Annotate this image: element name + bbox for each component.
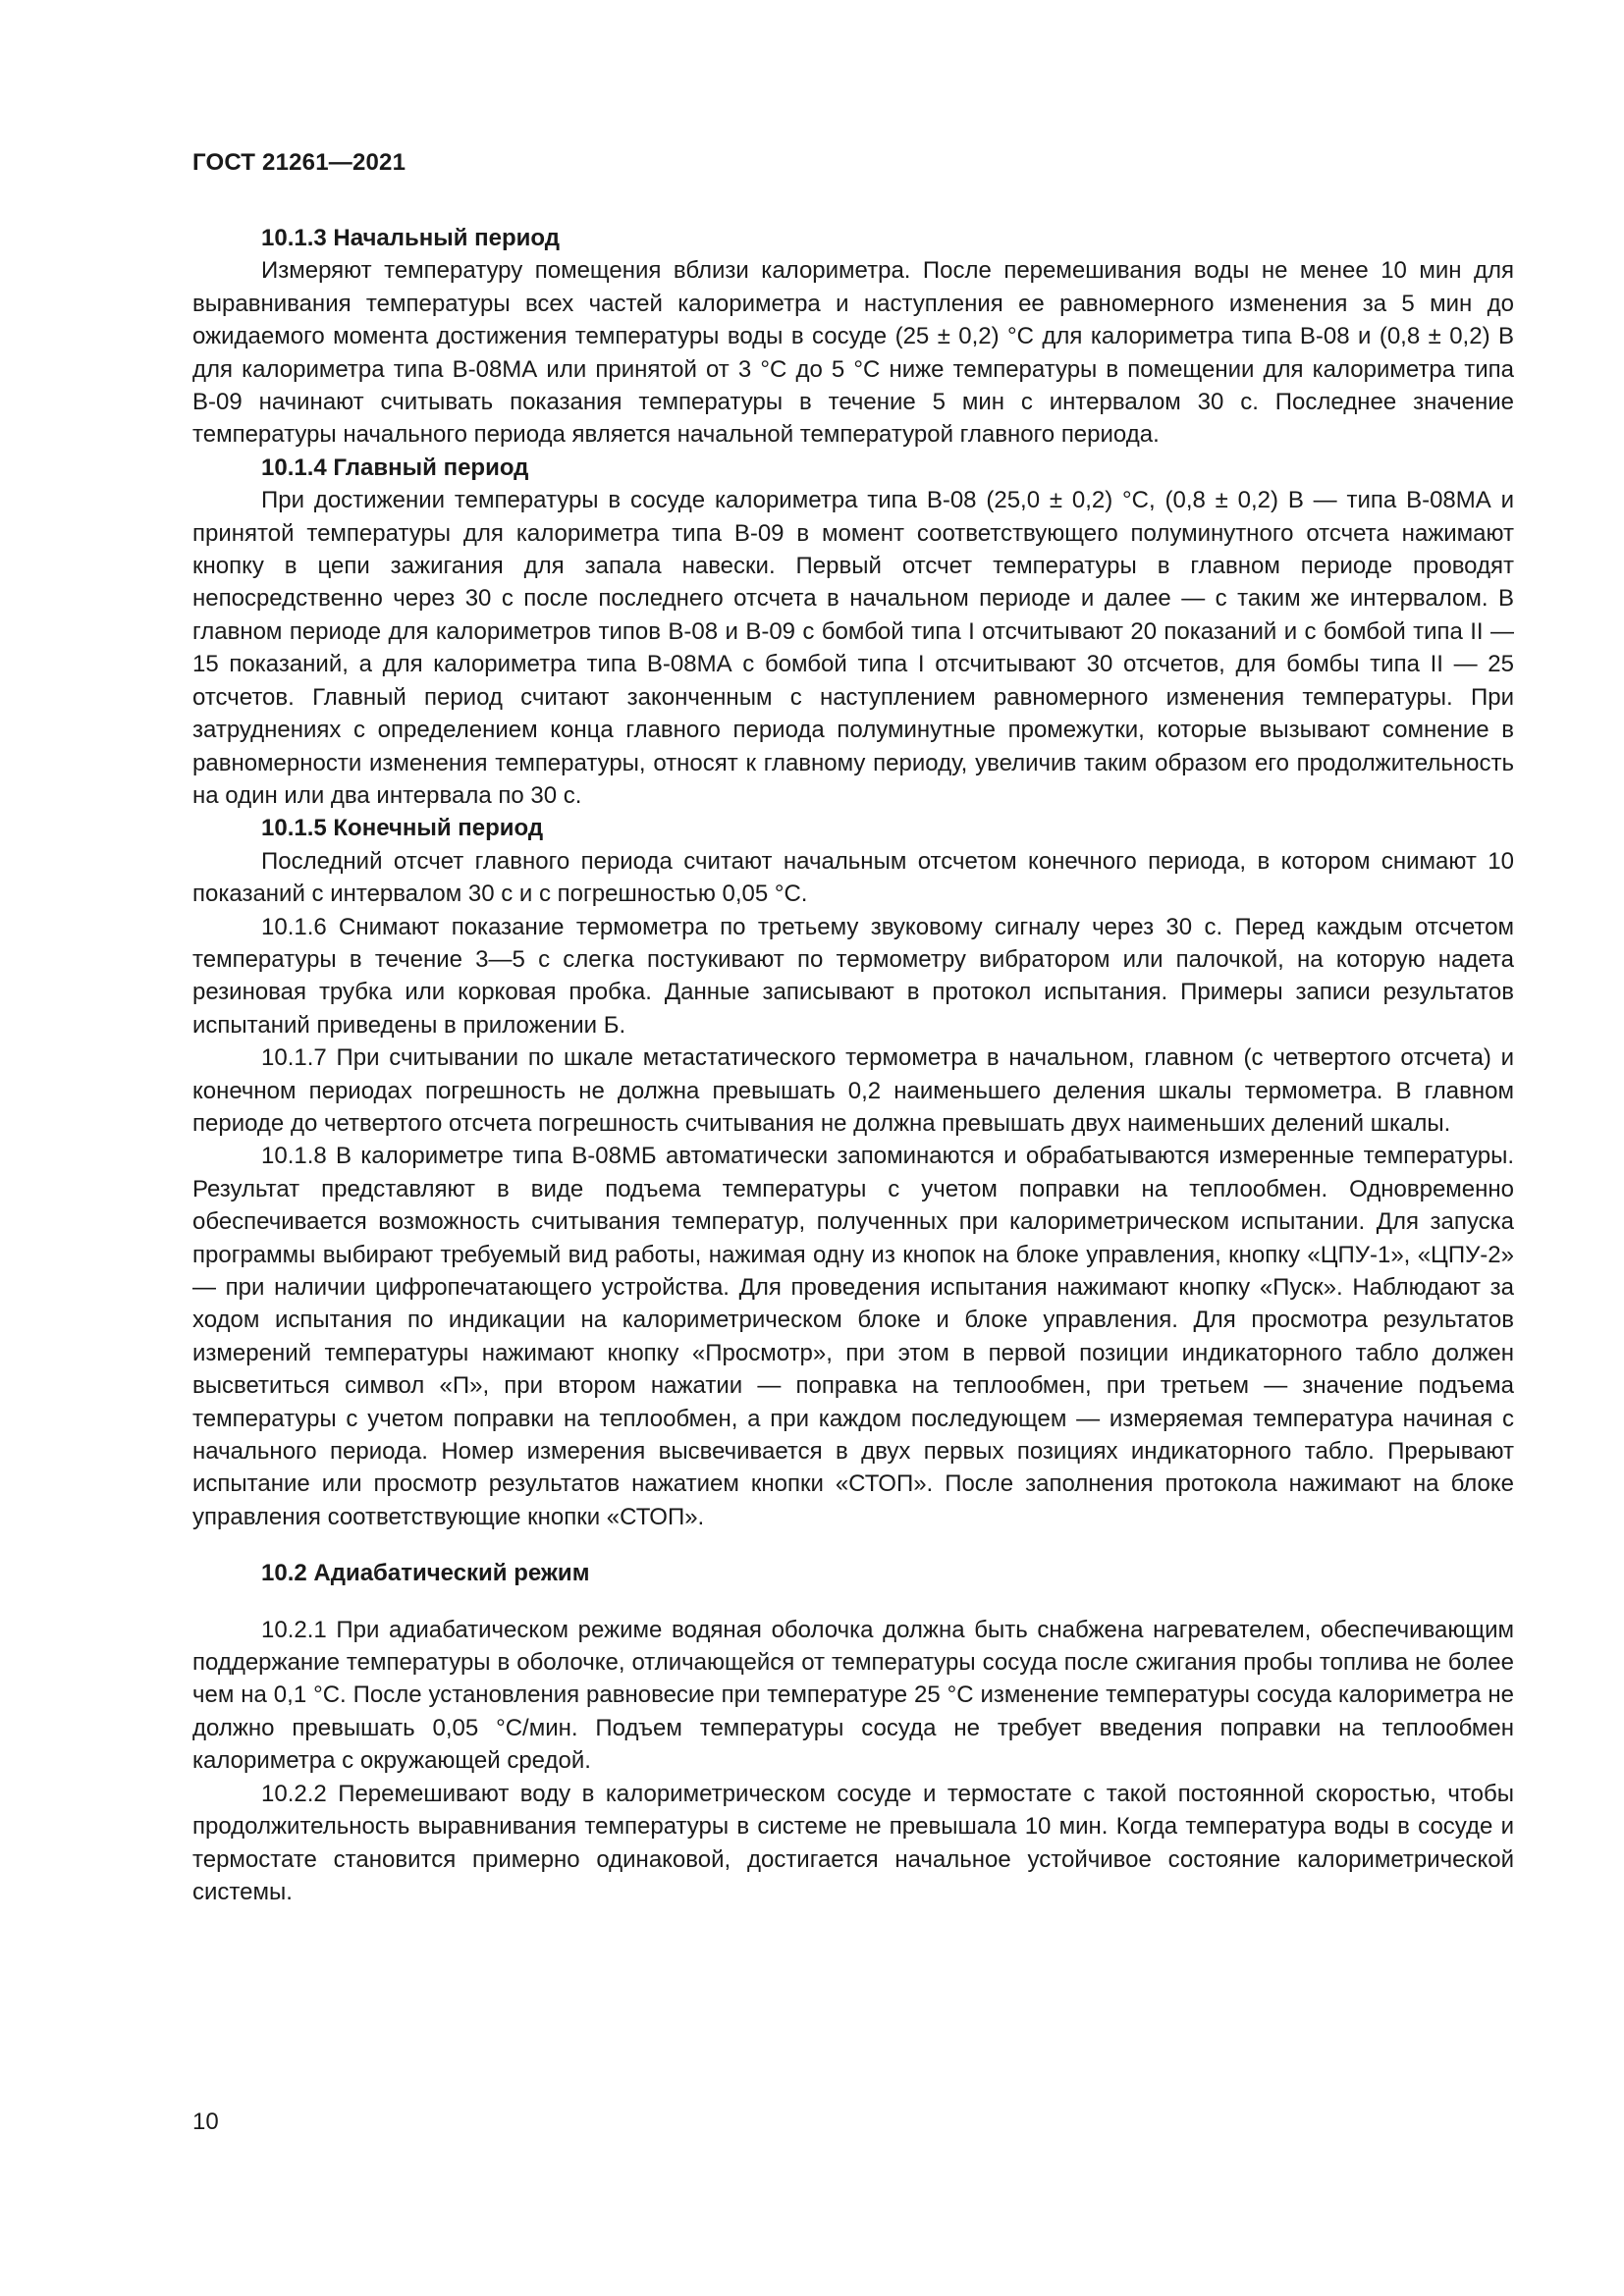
page-number: 10	[192, 2109, 219, 2135]
paragraph-10-2-1: 10.2.1 При адиабатическом режиме водяная оболочка должна быть снабжена нагревателем, обеспечивающим поддержание температуры в оболочке, отличающейся от температуры сосуда после сжигания пробы топлива не более чем на 0,1 °С. После установления равновесие при температуре 25 °С изменение температуры сосуда калориметра не должно превышать 0,05 °С/мин. Подъем температуры сосуда не требует введения поправки на теплообмен калориметра с окружающей средой.	[192, 1616, 1514, 1775]
heading-10-2: 10.2 Адиабатический режим	[261, 1560, 590, 1587]
paragraph-10-1-5: Последний отсчет главного периода считают начальным отсчетом конечного периода, в котором снимают 10 показаний с интервалом 30 с и с погрешностью 0,05 °С.	[192, 847, 1514, 908]
heading-10-1-5: 10.1.5 Конечный период	[261, 815, 544, 842]
paragraph-10-1-4: При достижении температуры в сосуде калориметра типа В-08 (25,0 ± 0,2) °С, (0,8 ± 0,2) В — типа В-08МА и принятой температуры для калориметра типа В-09 в момент соответствующего полуминутного отсчета нажимают кнопку в цепи зажигания для запала навески. Первый отсчет температуры в главном периоде проводят непосредственно через 30 с после последнего отсчета в начальном периоде и далее — с таким же интервалом. В главном периоде для калориметров типов В-08 и В-09 с бомбой типа I отсчитывают 20 показаний и с бомбой типа II — 15 показаний, а для калориметра типа В-08МА с бомбой типа I отсчитывают 30 отсчетов, для бомбы типа II — 25 отсчетов. Главный период считают законченным с наступлением равномерного изменения температуры. При затруднениях с определением конца главного периода полуминутные промежутки, которые вызывают сомнение в равномерности изменения температуры, относят к главному периоду, увеличив таким образом его продолжительность на один или два интервала по 30 с.	[192, 487, 1514, 809]
paragraph-10-1-3: Измеряют температуру помещения вблизи калориметра. После перемешивания воды не менее 10 мин для выравнивания температуры всех частей калориметра и наступления ее равномерного изменения за 5 мин до ожидаемого момента достижения температуры воды в сосуде (25 ± 0,2) °С для калориметра типа В-08 и (0,8 ± 0,2) В для калориметра типа В-08МА или принятой от 3 °С до 5 °С ниже температуры в помещении для калориметра типа В-09 начинают считывать показания температуры в течение 5 мин с интервалом 30 с. Последнее значение температуры начального периода является начальной температурой главного периода.	[192, 257, 1514, 449]
document-header: ГОСТ 21261—2021	[192, 149, 406, 176]
paragraph-10-2-2: 10.2.2 Перемешивают воду в калориметрическом сосуде и термостате с такой постоянной скоростью, чтобы продолжительность выравнивания температуры в системе не превышала 10 мин. Когда температура воды в сосуде и термостате становится примерно одинаковой, достигается начальное устойчивое состояние калориметрической системы.	[192, 1780, 1514, 1905]
heading-10-1-4: 10.1.4 Главный период	[261, 454, 529, 481]
paragraph-10-1-6: 10.1.6 Снимают показание термометра по третьему звуковому сигналу через 30 с. Перед каждым отсчетом температуры в течение 3—5 с слегка постукивают по термометру вибратором или палочкой, на которую надета резиновая трубка или корковая пробка. Данные записывают в протокол испытания. Примеры записи результатов испытаний приведены в приложении Б.	[192, 913, 1514, 1039]
paragraph-10-1-7: 10.1.7 При считывании по шкале метастатического термометра в начальном, главном (с четвертого отсчета) и конечном периодах погрешность не должна превышать 0,2 наименьшего деления шкалы термометра. В главном периоде до четвертого отсчета погрешность считывания не должна превышать двух наименьших делений шкалы.	[192, 1044, 1514, 1137]
document-body	[192, 222, 1514, 1908]
paragraph-10-1-8: 10.1.8 В калориметре типа В-08МБ автоматически запоминаются и обрабатываются измеренные температуры. Результат представляют в виде подъема температуры с учетом поправки на теплообмен. Одновременно обеспечивается возможность считывания температур, полученных при калориметрическом испытании. Для запуска программы выбирают требуемый вид работы, нажимая одну из кнопок на блоке управления, кнопку «ЦПУ-1», «ЦПУ-2» — при наличии цифропечатающего устройства. Для проведения испытания нажимают кнопку «Пуск». Наблюдают за ходом испытания по индикации на калориметрическом блоке и блоке управления. Для просмотра результатов измерений температуры нажимают кнопку «Просмотр», при этом в первой позиции индикаторного табло должен высветиться символ «П», при втором нажатии — поправка на теплообмен, при третьем — значение подъема температуры с учетом поправки на теплообмен, а при каждом последующем — измеряемая температура начиная с начального периода. Номер измерения высвечивается в двух первых позициях индикаторного табло. Прерывают испытание или просмотр результатов нажатием кнопки «СТОП». После заполнения протокола нажимают на блоке управления соответствующие кнопки «СТОП».	[192, 1143, 1514, 1530]
heading-10-1-3: 10.1.3 Начальный период	[261, 225, 561, 251]
